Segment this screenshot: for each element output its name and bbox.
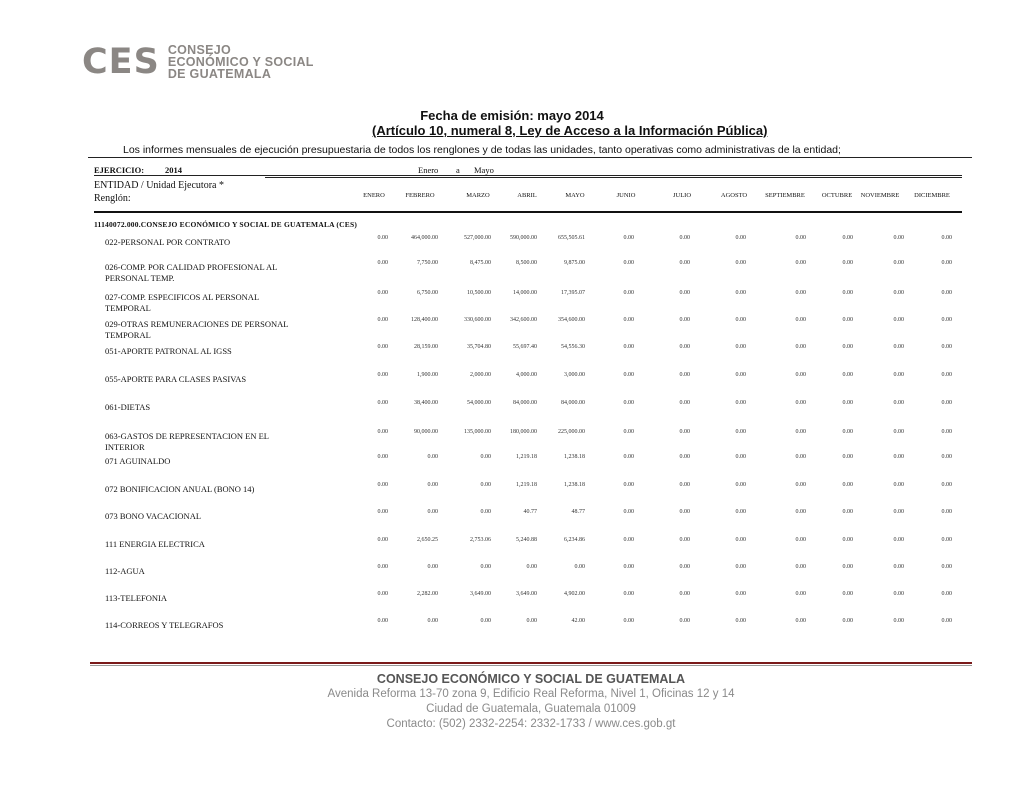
row-value: 0.00 <box>679 429 690 435</box>
row-value: 0.00 <box>623 344 634 350</box>
row-value: 0.00 <box>480 564 491 570</box>
row-value: 0.00 <box>735 372 746 378</box>
month-header: NOVIEMBRE <box>860 192 900 199</box>
row-value: 0.00 <box>795 618 806 624</box>
row-value: 0.00 <box>941 429 952 435</box>
row-value: 4,000.00 <box>516 372 537 378</box>
row-value: 0.00 <box>941 591 952 597</box>
row-value: 0.00 <box>795 344 806 350</box>
month-header: ABRIL <box>517 192 537 199</box>
row-value: 0.00 <box>893 400 904 406</box>
row-value: 84,000.00 <box>561 400 585 406</box>
row-value: 0.00 <box>480 509 491 515</box>
row-value: 0.00 <box>893 317 904 323</box>
row-value: 0.00 <box>795 482 806 488</box>
row-value: 0.00 <box>795 509 806 515</box>
row-value: 0.00 <box>893 454 904 460</box>
row-value: 0.00 <box>842 344 853 350</box>
report-top-rule-2 <box>265 177 962 178</box>
entidad-label: ENTIDAD / Unidad Ejecutora * <box>94 180 224 191</box>
row-value: 0.00 <box>735 290 746 296</box>
footer-rule <box>90 662 972 664</box>
row-value: 0.00 <box>893 260 904 266</box>
row-value: 0.00 <box>623 260 634 266</box>
month-header: OCTUBRE <box>821 192 853 199</box>
row-value: 0.00 <box>941 235 952 241</box>
row-value: 0.00 <box>842 537 853 543</box>
row-value: 0.00 <box>574 564 585 570</box>
row-value: 0.00 <box>941 564 952 570</box>
row-value: 0.00 <box>842 317 853 323</box>
row-value: 2,753.06 <box>470 537 491 543</box>
row-value: 0.00 <box>377 537 388 543</box>
row-value: 0.00 <box>679 482 690 488</box>
row-value: 128,400.00 <box>411 317 438 323</box>
row-value: 0.00 <box>842 235 853 241</box>
row-value: 0.00 <box>893 290 904 296</box>
row-value: 1,900.00 <box>417 372 438 378</box>
row-value: 0.00 <box>941 372 952 378</box>
month-header: DICIEMBRE <box>914 192 950 199</box>
row-value: 0.00 <box>842 454 853 460</box>
row-value: 354,600.00 <box>558 317 585 323</box>
row-value: 0.00 <box>735 429 746 435</box>
row-value: 0.00 <box>480 482 491 488</box>
row-value: 0.00 <box>795 537 806 543</box>
row-value: 0.00 <box>377 618 388 624</box>
row-value: 0.00 <box>893 591 904 597</box>
row-value: 0.00 <box>735 591 746 597</box>
row-value: 3,649.00 <box>470 591 491 597</box>
row-value: 330,600.00 <box>464 317 491 323</box>
row-value: 135,000.00 <box>464 429 491 435</box>
row-value: 0.00 <box>735 454 746 460</box>
row-value: 0.00 <box>795 564 806 570</box>
row-value: 55,697.40 <box>513 344 537 350</box>
row-value: 0.00 <box>795 429 806 435</box>
row-value: 0.00 <box>427 482 438 488</box>
renglon-label: Renglón: <box>94 193 131 204</box>
logo-line-1: CONSEJO <box>167 43 232 57</box>
row-value: 0.00 <box>795 235 806 241</box>
row-value: 0.00 <box>735 482 746 488</box>
row-value: 342,600.00 <box>510 317 537 323</box>
row-label: 071 AGUINALDO <box>105 456 171 466</box>
row-value: 6,750.00 <box>417 290 438 296</box>
row-value: 0.00 <box>795 591 806 597</box>
row-value: 464,000.00 <box>411 235 438 241</box>
intro-text: Los informes mensuales de ejecución presupuestaria de todos los renglones y de todas las unidades, tanto operativas como administrativas de la entidad; <box>123 144 841 156</box>
row-value: 0.00 <box>893 537 904 543</box>
row-value: 0.00 <box>679 537 690 543</box>
row-value: 655,505.61 <box>558 235 585 241</box>
row-value: 0.00 <box>735 509 746 515</box>
period-to: Mayo <box>474 165 494 175</box>
row-value: 0.00 <box>941 618 952 624</box>
footer-address: Avenida Reforma 13-70 zona 9, Edificio Real Reforma, Nivel 1, Oficinas 12 y 14 <box>327 688 735 700</box>
row-value: 0.00 <box>893 235 904 241</box>
period-num: a <box>456 165 460 175</box>
row-value: 0.00 <box>427 564 438 570</box>
row-value: 0.00 <box>941 344 952 350</box>
row-value: 0.00 <box>941 537 952 543</box>
row-value: 0.00 <box>623 618 634 624</box>
header-divider <box>88 157 972 158</box>
row-label: 063-GASTOS DE REPRESENTACION EN EL INTERIOR <box>105 431 269 452</box>
row-value: 0.00 <box>526 564 537 570</box>
issue-date: Fecha de emisión: mayo 2014 <box>420 108 604 123</box>
month-header: SEPTIEMBRE <box>765 192 805 199</box>
row-value: 0.00 <box>377 591 388 597</box>
row-value: 0.00 <box>893 429 904 435</box>
row-value: 0.00 <box>679 591 690 597</box>
row-value: 2,000.00 <box>470 372 491 378</box>
ejercicio-value: 2014 <box>165 165 182 175</box>
row-value: 0.00 <box>842 482 853 488</box>
row-value: 0.00 <box>679 290 690 296</box>
row-value: 14,000.00 <box>513 290 537 296</box>
footer-rule-thin <box>90 665 972 666</box>
row-value: 0.00 <box>623 454 634 460</box>
column-header-rule <box>94 211 962 213</box>
row-label: 026-COMP. POR CALIDAD PROFESIONAL AL PERSONAL TEMP. <box>105 262 277 283</box>
row-value: 0.00 <box>427 454 438 460</box>
row-value: 0.00 <box>893 509 904 515</box>
row-value: 0.00 <box>842 400 853 406</box>
row-value: 42.00 <box>571 618 585 624</box>
row-value: 0.00 <box>623 372 634 378</box>
row-value: 3,649.00 <box>516 591 537 597</box>
row-value: 0.00 <box>735 260 746 266</box>
row-label: 113-TELEFONIA <box>105 593 168 603</box>
row-label: 111 ENERGIA ELECTRICA <box>105 539 205 549</box>
row-value: 0.00 <box>893 344 904 350</box>
ejercicio-label: EJERCICIO: <box>94 165 145 175</box>
row-value: 8,500.00 <box>516 260 537 266</box>
row-value: 0.00 <box>377 400 388 406</box>
footer-city: Ciudad de Guatemala, Guatemala 01009 <box>426 703 636 715</box>
report-top-rule <box>94 175 962 176</box>
row-value: 0.00 <box>735 400 746 406</box>
row-value: 0.00 <box>679 509 690 515</box>
row-value: 2,282.00 <box>417 591 438 597</box>
row-value: 54,000.00 <box>467 400 491 406</box>
row-value: 0.00 <box>679 618 690 624</box>
row-value: 0.00 <box>842 564 853 570</box>
row-value: 0.00 <box>679 344 690 350</box>
row-value: 84,000.00 <box>513 400 537 406</box>
row-value: 0.00 <box>377 509 388 515</box>
row-value: 0.00 <box>623 400 634 406</box>
row-value: 40.77 <box>523 509 537 515</box>
row-value: 0.00 <box>795 260 806 266</box>
row-value: 28,159.00 <box>414 344 438 350</box>
row-value: 7,750.00 <box>417 260 438 266</box>
row-value: 0.00 <box>842 509 853 515</box>
row-value: 0.00 <box>941 260 952 266</box>
row-value: 0.00 <box>623 482 634 488</box>
row-value: 0.00 <box>842 429 853 435</box>
row-value: 0.00 <box>941 482 952 488</box>
row-value: 0.00 <box>735 235 746 241</box>
logo-mark: CES <box>82 41 160 82</box>
row-value: 10,500.00 <box>467 290 491 296</box>
row-value: 3,000.00 <box>564 372 585 378</box>
row-value: 180,000.00 <box>510 429 537 435</box>
row-value: 0.00 <box>842 591 853 597</box>
row-value: 2,650.25 <box>417 537 438 543</box>
row-value: 0.00 <box>941 400 952 406</box>
row-value: 0.00 <box>679 564 690 570</box>
row-value: 0.00 <box>795 372 806 378</box>
row-value: 0.00 <box>679 372 690 378</box>
row-label: 061-DIETAS <box>105 402 151 412</box>
row-value: 35,704.80 <box>467 344 491 350</box>
row-value: 0.00 <box>480 454 491 460</box>
month-header: FEBRERO <box>405 192 435 199</box>
row-value: 0.00 <box>679 235 690 241</box>
row-value: 0.00 <box>623 429 634 435</box>
row-value: 0.00 <box>377 344 388 350</box>
row-value: 5,240.88 <box>516 537 537 543</box>
row-label: 027-COMP. ESPECIFICOS AL PERSONAL TEMPORAL <box>105 292 259 313</box>
row-value: 17,395.07 <box>561 290 585 296</box>
row-value: 0.00 <box>623 235 634 241</box>
row-value: 0.00 <box>795 400 806 406</box>
row-value: 90,000.00 <box>414 429 438 435</box>
row-value: 0.00 <box>893 618 904 624</box>
row-value: 0.00 <box>623 317 634 323</box>
row-value: 0.00 <box>377 290 388 296</box>
row-value: 590,000.00 <box>510 235 537 241</box>
row-value: 0.00 <box>893 482 904 488</box>
logo-line-2: ECONÓMICO Y SOCIAL <box>167 55 314 69</box>
month-header: JUNIO <box>616 192 636 199</box>
row-value: 0.00 <box>427 509 438 515</box>
law-reference: (Artículo 10, numeral 8, Ley de Acceso a la Información Pública) <box>372 123 768 138</box>
row-value: 0.00 <box>623 290 634 296</box>
row-value: 48.77 <box>571 509 585 515</box>
row-value: 0.00 <box>735 537 746 543</box>
row-value: 0.00 <box>623 509 634 515</box>
row-value: 0.00 <box>377 372 388 378</box>
row-value: 0.00 <box>842 260 853 266</box>
month-header: MARZO <box>466 192 490 199</box>
row-value: 0.00 <box>941 509 952 515</box>
row-value: 8,475.00 <box>470 260 491 266</box>
row-value: 0.00 <box>377 317 388 323</box>
row-value: 0.00 <box>377 235 388 241</box>
row-value: 4,902.00 <box>564 591 585 597</box>
row-label: 051-APORTE PATRONAL AL IGSS <box>105 346 232 356</box>
ces-logo <box>82 41 314 82</box>
row-value: 0.00 <box>623 591 634 597</box>
row-value: 0.00 <box>842 372 853 378</box>
row-label: 112-AGUA <box>105 566 145 576</box>
row-label: 022-PERSONAL POR CONTRATO <box>105 237 231 247</box>
row-label: 055-APORTE PARA CLASES PASIVAS <box>105 374 247 384</box>
row-value: 0.00 <box>941 454 952 460</box>
month-header: MAYO <box>565 192 585 199</box>
logo-text <box>168 44 314 80</box>
row-value: 0.00 <box>623 564 634 570</box>
row-value: 38,400.00 <box>414 400 438 406</box>
row-value: 0.00 <box>842 290 853 296</box>
row-value: 0.00 <box>679 260 690 266</box>
row-value: 0.00 <box>377 429 388 435</box>
row-value: 0.00 <box>679 454 690 460</box>
row-value: 0.00 <box>679 317 690 323</box>
row-value: 0.00 <box>941 290 952 296</box>
row-value: 0.00 <box>377 454 388 460</box>
row-value: 9,875.00 <box>564 260 585 266</box>
row-value: 0.00 <box>377 260 388 266</box>
row-value: 1,238.18 <box>564 482 585 488</box>
row-value: 0.00 <box>735 618 746 624</box>
row-value: 0.00 <box>735 344 746 350</box>
footer-title: CONSEJO ECONÓMICO Y SOCIAL DE GUATEMALA <box>376 672 686 686</box>
month-header: AGOSTO <box>720 192 748 199</box>
row-label: 114-CORREOS Y TELEGRAFOS <box>105 620 224 630</box>
period-from: Enero <box>418 165 439 175</box>
row-value: 0.00 <box>941 317 952 323</box>
row-value: 0.00 <box>795 317 806 323</box>
row-value: 0.00 <box>893 564 904 570</box>
row-value: 0.00 <box>795 454 806 460</box>
row-value: 0.00 <box>427 618 438 624</box>
row-value: 0.00 <box>735 564 746 570</box>
row-value: 0.00 <box>377 482 388 488</box>
row-value: 0.00 <box>526 618 537 624</box>
row-value: 0.00 <box>893 372 904 378</box>
row-label: 029-OTRAS REMUNERACIONES DE PERSONAL TEMPORAL <box>105 319 289 340</box>
row-value: 0.00 <box>842 618 853 624</box>
entity-name: 11140072.000.CONSEJO ECONÓMICO Y SOCIAL DE GUATEMALA (CES) <box>94 220 358 229</box>
row-label: 072 BONIFICACION ANUAL (BONO 14) <box>105 484 255 494</box>
row-value: 0.00 <box>795 290 806 296</box>
row-value: 1,238.18 <box>564 454 585 460</box>
row-value: 0.00 <box>480 618 491 624</box>
row-value: 0.00 <box>735 317 746 323</box>
row-value: 0.00 <box>377 564 388 570</box>
row-value: 1,219.18 <box>516 482 537 488</box>
row-value: 527,000.00 <box>464 235 491 241</box>
row-value: 54,556.30 <box>561 344 585 350</box>
month-header: JULIO <box>672 192 692 199</box>
logo-line-3: DE GUATEMALA <box>167 67 272 81</box>
row-value: 1,219.18 <box>516 454 537 460</box>
row-value: 0.00 <box>623 537 634 543</box>
row-value: 0.00 <box>679 400 690 406</box>
row-value: 6,234.86 <box>564 537 585 543</box>
month-header: ENERO <box>363 192 385 199</box>
footer-contact: Contacto: (502) 2332-2254: 2332-1733 / www.ces.gob.gt <box>386 718 676 730</box>
row-label: 073 BONO VACACIONAL <box>105 511 202 521</box>
row-value: 225,000.00 <box>558 429 585 435</box>
